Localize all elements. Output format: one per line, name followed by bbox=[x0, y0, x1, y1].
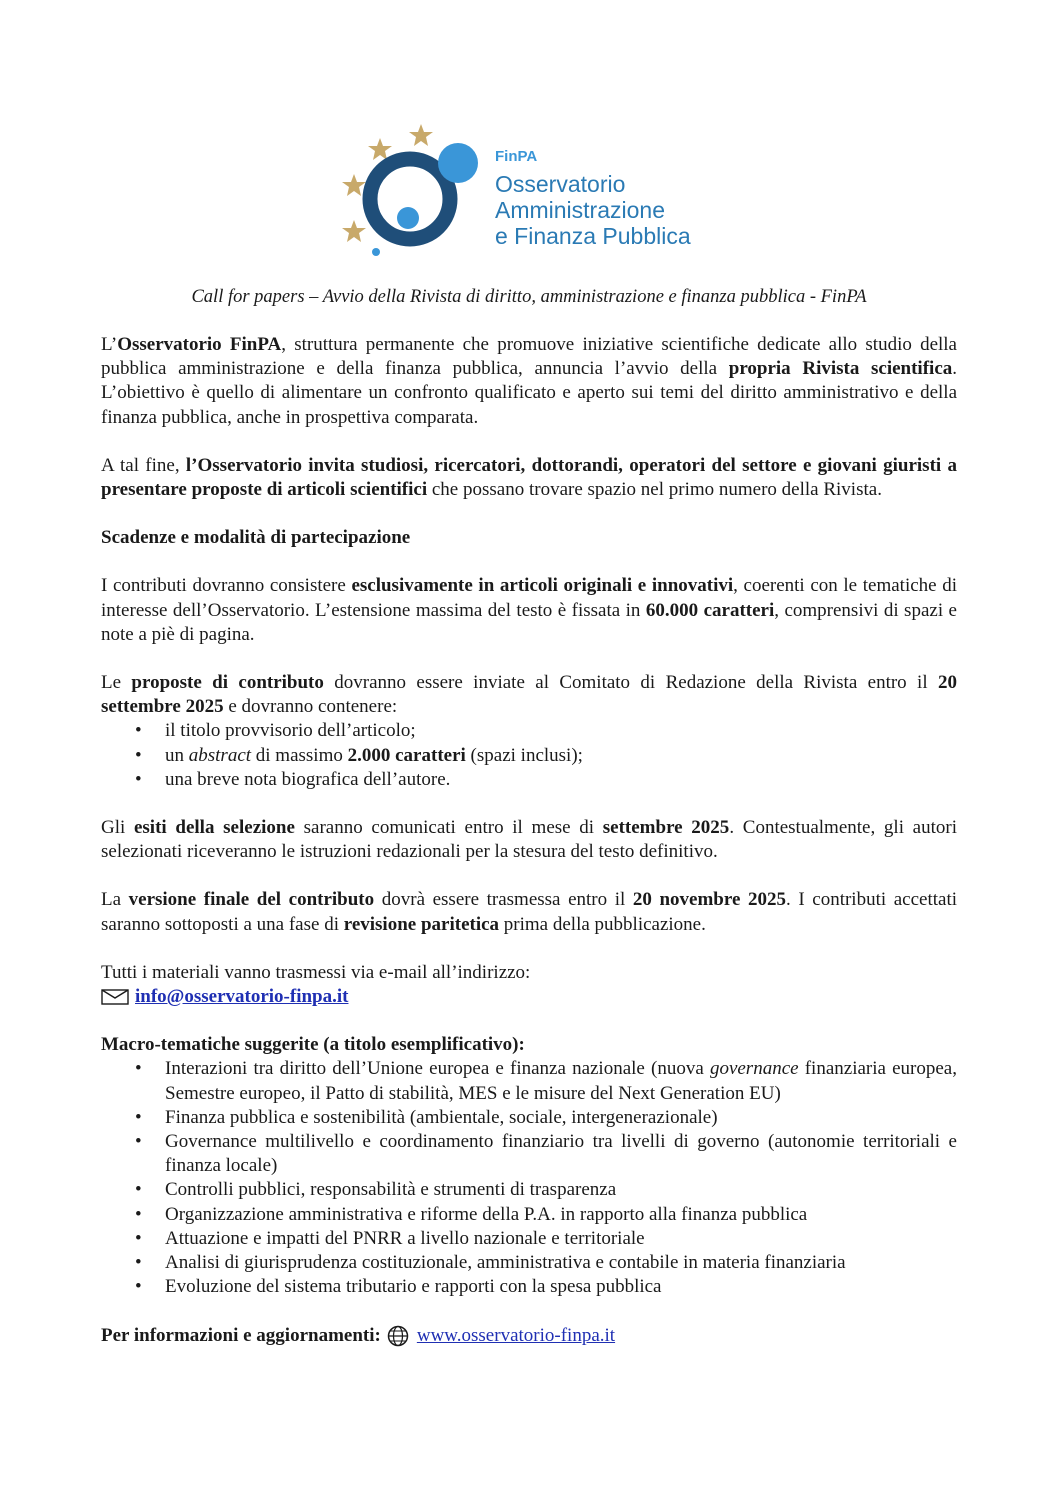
website-link[interactable]: www.osservatorio-finpa.it bbox=[416, 1324, 616, 1346]
text-run: dovranno essere inviate al Comitato di Redazione della Rivista entro il bbox=[323, 672, 938, 694]
text-run: e dovranno contenere: bbox=[223, 696, 398, 718]
list-item: • Controlli pubblici, responsabilità e strumenti di trasparenza bbox=[165, 1178, 957, 1202]
text-run: , struttura permanente che promuove iniziative scientifiche dedicate allo studio della pubblica amministrazione e della finanza pubblica, annuncia l’avvio della bbox=[101, 334, 957, 380]
text-bold: l’Osservatorio invita studiosi, ricercatori, dottorandi, operatori del settore e giovani giuristi a presentare proposte di articoli scientifici bbox=[101, 454, 957, 501]
deadlines-heading: Scadenze e modalità di partecipazione bbox=[101, 527, 411, 549]
envelope-icon bbox=[101, 989, 129, 1005]
selection-paragraph bbox=[101, 816, 957, 864]
text-bold: 20 settembre 2025 bbox=[101, 672, 957, 718]
list-item bbox=[165, 1057, 957, 1105]
globe-icon bbox=[387, 1325, 409, 1347]
text-run: Le bbox=[101, 672, 132, 694]
text-run: prima della pubblicazione. bbox=[499, 913, 706, 935]
themes-heading: Macro-tematiche suggerite (a titolo esemplificativo): bbox=[101, 1034, 525, 1056]
logo-star-icon bbox=[409, 124, 433, 146]
logo-big-dot bbox=[438, 143, 478, 183]
logo-small-dot bbox=[397, 207, 419, 229]
text-run: . L’obiettivo è quello di alimentare un confronto qualificato e aperto sui temi del diritto amministrativo e della finanza pubblica, anche in prospettiva comparata. bbox=[101, 358, 958, 428]
text-run: . Contestualmente, gli autori selezionati riceveranno le istruzioni redazionali per la stesura del testo definitivo. bbox=[101, 817, 957, 863]
themes-list bbox=[101, 1057, 957, 1299]
list-item: • Governance multilivello e coordinamento finanziario tra livelli di governo (autonomie territoriali e finanza locale) bbox=[165, 1130, 957, 1178]
info-label: Per informazioni e aggiornamenti: bbox=[101, 1324, 381, 1346]
text-run: dovrà essere trasmessa entro il bbox=[374, 889, 633, 911]
text-run: A tal fine, bbox=[101, 454, 186, 476]
text-run: Gli bbox=[101, 817, 134, 839]
info-line bbox=[101, 1324, 957, 1348]
text-run: , comprensivi di spazi e note a piè di pagina. bbox=[101, 599, 957, 645]
logo-star-icon bbox=[342, 220, 366, 242]
text-run: saranno comunicati entro il mese di bbox=[294, 817, 603, 839]
proposals-list bbox=[101, 719, 957, 792]
final-version-paragraph bbox=[101, 888, 957, 936]
text-run: Interazioni tra diritto dell’Unione europea e finanza nazionale (nuova bbox=[165, 1058, 710, 1080]
logo-text bbox=[495, 148, 691, 249]
text-run: I contributi dovranno consistere bbox=[101, 575, 352, 597]
intro-paragraph bbox=[101, 333, 957, 430]
logo-line-3: e Finanza Pubblica bbox=[495, 223, 691, 249]
email-intro: Tutti i materiali vanno trasmessi via e-mail all’indirizzo: bbox=[101, 961, 531, 983]
text-run: . I contributi accettati saranno sottoposti a una fase di bbox=[101, 889, 958, 935]
text-bold: 60.000 caratteri bbox=[645, 599, 775, 621]
list-item: • Analisi di giurisprudenza costituzionale, amministrativa e contabile in materia finanziaria bbox=[165, 1251, 957, 1275]
list-item: • Organizzazione amministrativa e riforme della P.A. in rapporto alla finanza pubblica bbox=[165, 1203, 957, 1227]
text-bold: Osservatorio FinPA bbox=[117, 334, 282, 355]
text-italic: governance bbox=[709, 1058, 799, 1080]
text-bold: revisione paritetica bbox=[343, 913, 500, 935]
list-item: • una breve nota biografica dell’autore. bbox=[165, 768, 957, 792]
logo-line-2: Amministrazione bbox=[495, 197, 665, 223]
finpa-logo bbox=[338, 122, 738, 272]
logo-line-1: Osservatorio bbox=[495, 171, 626, 197]
text-run: La bbox=[101, 889, 129, 911]
text-run: , coerenti con le tematiche di interesse dell’Osservatorio. L’estensione massima del testo è fissata in bbox=[101, 575, 957, 621]
email-link[interactable]: info@osservatorio-finpa.it bbox=[135, 986, 349, 1008]
text-run: di massimo bbox=[251, 744, 348, 766]
logo-star-icon bbox=[342, 174, 366, 196]
text-bold: 2.000 caratteri bbox=[347, 744, 466, 766]
list-item: • il titolo provvisorio dell’articolo; bbox=[165, 719, 957, 743]
text-run: un bbox=[165, 744, 189, 766]
text-bold: versione finale del contributo bbox=[128, 889, 375, 911]
document-subtitle: Call for papers – Avvio della Rivista di diritto, amministrazione e finanza pubblica - FinPA bbox=[191, 287, 867, 307]
text-bold: propria Rivista scientifica bbox=[728, 358, 953, 380]
text-run: (spazi inclusi); bbox=[465, 744, 583, 766]
text-run: che possano trovare spazio nel primo numero della Rivista. bbox=[427, 479, 882, 501]
text-run: L’ bbox=[101, 334, 118, 355]
list-item: • Finanza pubblica e sostenibilità (ambientale, sociale, intergenerazionale) bbox=[165, 1106, 957, 1130]
document-body bbox=[101, 333, 957, 1348]
invite-paragraph bbox=[101, 454, 957, 502]
list-item: • Evoluzione del sistema tributario e rapporti con la spesa pubblica bbox=[165, 1275, 957, 1299]
text-run: finanziaria europea, Semestre europeo, il Patto di stabilità, MES e le misure del Next Generation EU) bbox=[165, 1058, 957, 1104]
text-bold: proposte di contributo bbox=[131, 672, 324, 694]
proposals-paragraph bbox=[101, 671, 957, 719]
text-bold: 20 novembre 2025 bbox=[632, 889, 786, 911]
text-bold: settembre 2025 bbox=[602, 817, 730, 839]
text-bold: esiti della selezione bbox=[133, 817, 295, 839]
contributions-paragraph bbox=[101, 574, 957, 647]
logo-brand: FinPA bbox=[495, 148, 538, 165]
list-item bbox=[165, 744, 957, 768]
text-bold: esclusivamente in articoli originali e innovativi bbox=[351, 575, 734, 597]
list-item: • Attuazione e impatti del PNRR a livello nazionale e territoriale bbox=[165, 1227, 957, 1251]
proposals-block bbox=[101, 671, 957, 792]
text-italic: abstract bbox=[188, 744, 252, 766]
logo-tiny-dot bbox=[372, 248, 380, 256]
logo-emblem bbox=[338, 122, 488, 272]
email-line bbox=[101, 985, 957, 1009]
